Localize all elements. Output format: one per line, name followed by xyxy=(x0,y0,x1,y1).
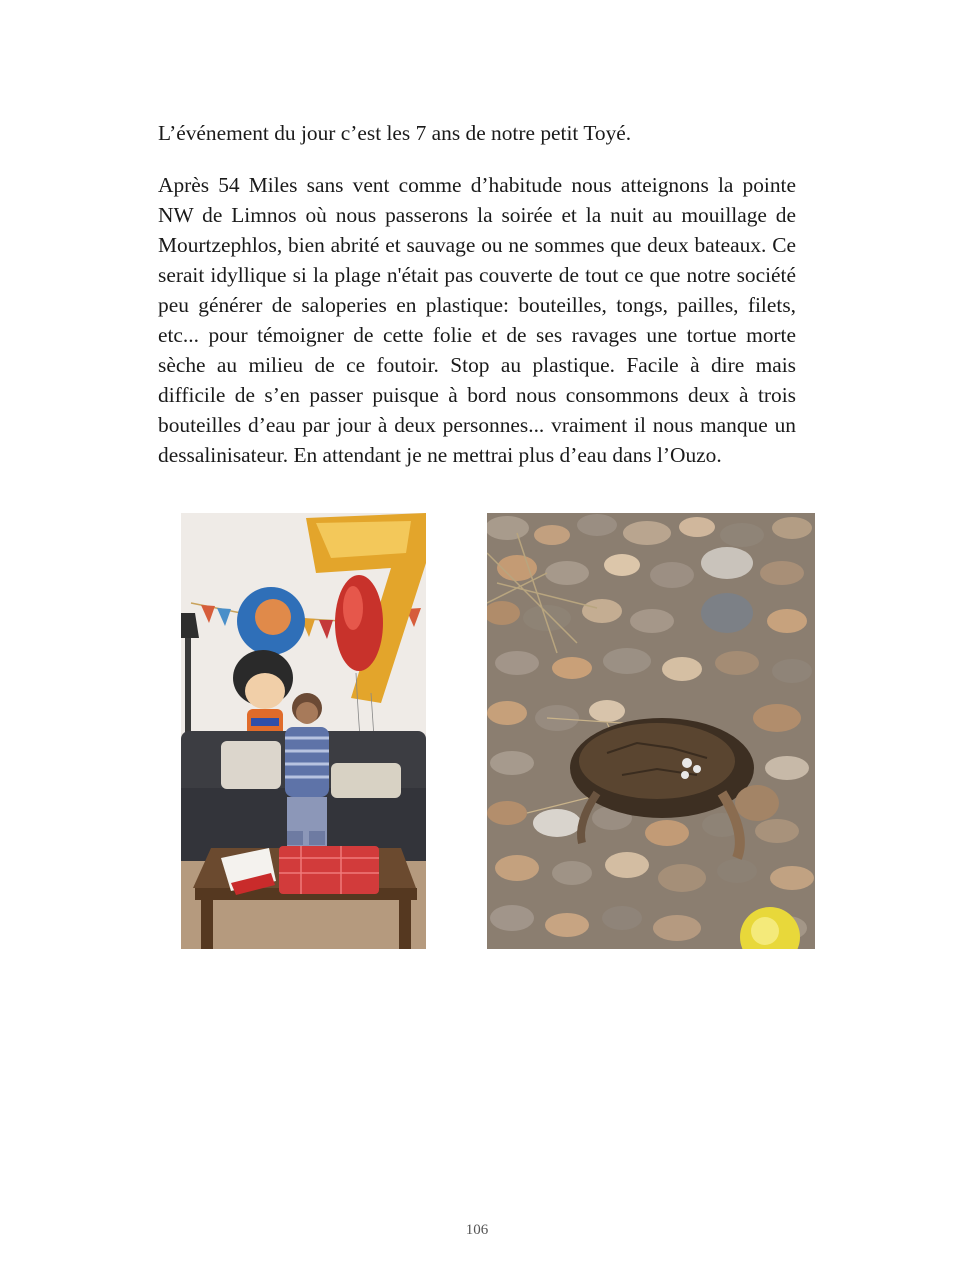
turtle-photo-image xyxy=(487,513,815,949)
paragraph-birthday: L’événement du jour c’est les 7 ans de notre petit Toyé. xyxy=(158,121,632,145)
paragraph-limnos: Après 54 Miles sans vent comme d’habitude nous atteignons la pointe NW de Limnos où nous passerons la soirée et la nuit au mouillage de Mourtzephlos, bien abrité et sauvage ou ne sommes que deux bateaux. Ce serait idyllique si la plage n'était pas couverte de tout ce que notre société peu générer de saloperies en plastique: bouteilles, tongs, pailles, filets, etc... pour témoigner de cette folie et de ses ravages une tortue morte sèche au milieu de ce foutoir. Stop au plastique. Facile à dire mais difficile de s’en passer puisque à bord nous consommons deux à trois bouteilles d’eau par jour à deux personnes... vraiment il nous manque un dessalinisateur. En attendant je ne mettrai plus d’eau dans l’Ouzo. xyxy=(158,173,796,467)
body-text xyxy=(158,118,796,470)
birthday-photo-image xyxy=(181,513,426,949)
page-number: 106 xyxy=(465,1222,489,1238)
birthday-photo xyxy=(181,513,426,949)
turtle-photo xyxy=(487,513,815,949)
